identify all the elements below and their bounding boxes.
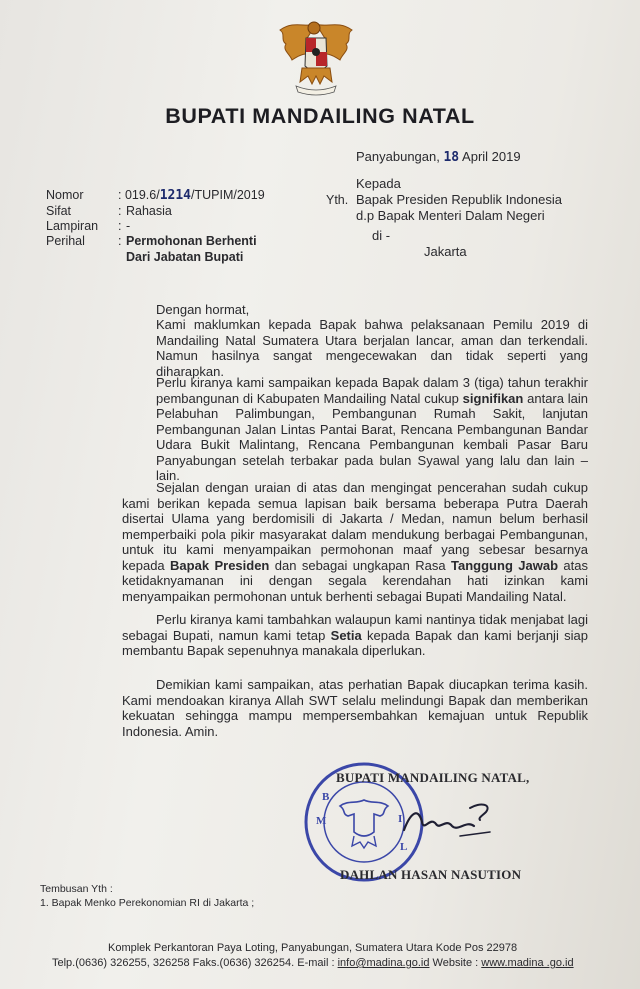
sifat-colon: : bbox=[118, 204, 122, 218]
recipient-kepada: Kepada bbox=[356, 176, 401, 191]
signatory-name: DAHLAN HASAN NASUTION bbox=[340, 867, 522, 882]
date-day-handwritten: 18 bbox=[443, 150, 460, 165]
paragraph-2-text-b: antara lain Pelabuhan Palimbungan, Pembangunan Rumah Sakit, lanjutan Pembangunan Jalan Lintas Pantai Barat, Rencana Pembangunan Bandar Udara Bukit Malintang, Rencana Pembangunan kembali Pasar Baru Panyabungan setelah terbakar pada bulan Syawal yang lalu dan lain – lain. bbox=[156, 390, 588, 483]
svg-text:M: M bbox=[316, 815, 327, 827]
tembusan-label: Tembusan Yth : bbox=[40, 883, 113, 895]
sifat-value: Rahasia bbox=[126, 204, 172, 218]
paragraph-4-text-a: Perlu kiranya kami tambahkan walaupun kami nantinya tidak menjabat lagi sebagai Bupati, namun kami tetap bbox=[122, 612, 588, 643]
handwritten-signature-icon bbox=[400, 796, 500, 842]
paragraph-3-text-a: Sejalan dengan uraian di atas dan mengingat pencerahan sudah cukup kami berikan kepada semua lapisan baik bersama beberapa Putra Daerah disertai Ulama yang berdomisili di Jakarta / Medan, namun belum berhasil memperbaiki pola pikir masyarakat dalam mendukung berbagai Pembangunan, untuk itu kami menyampaikan permohonan maaf yang sebesar besarnya kepada bbox=[122, 480, 588, 573]
date-prefix: Panyabungan, bbox=[356, 149, 440, 164]
lampiran-value: - bbox=[126, 219, 131, 233]
nomor-handwritten: 1214 bbox=[159, 188, 192, 203]
perihal-value bbox=[126, 233, 257, 265]
letterhead-title: BUPATI MANDAILING NATAL bbox=[165, 104, 475, 128]
recipient-line-2: d.p Bapak Menteri Dalam Negeri bbox=[356, 208, 545, 223]
paragraph-3-bold-b: Tanggung Jawab bbox=[451, 557, 559, 573]
paragraph-2 bbox=[156, 375, 588, 484]
recipient-line-1: Bapak Presiden Republik Indonesia bbox=[356, 192, 562, 207]
nomor-prefix: : 019.6/ bbox=[118, 188, 160, 202]
paragraph-5-text: Demikian kami sampaikan, atas perhatian Bapak diucapkan terima kasih. Kami mendoakan kiranya Allah SWT selalu melindungi Bapak dan memberikan kekuatan sehingga mampu mempersembahkan kemajuan untuk Republik Indonesia. Amin. bbox=[122, 677, 588, 739]
recipient-yth: Yth. bbox=[326, 193, 349, 207]
signature-position: BUPATI MANDAILING NATAL, bbox=[336, 770, 530, 785]
tembusan-block bbox=[40, 882, 254, 910]
letter-date bbox=[356, 149, 521, 165]
sifat-label: Sifat bbox=[46, 204, 72, 218]
nomor-suffix: /TUPIM/2019 bbox=[191, 188, 265, 202]
date-month-year: April 2019 bbox=[462, 149, 521, 164]
footer-address: Komplek Perkantoran Paya Loting, Panyabungan, Sumatera Utara Kode Pos 22978 bbox=[108, 942, 518, 954]
footer-website-label: Website : bbox=[432, 957, 479, 969]
svg-text:L: L bbox=[400, 841, 408, 853]
lampiran-label: Lampiran bbox=[46, 219, 99, 233]
footer-contact bbox=[52, 957, 574, 969]
salutation: Dengan hormat, bbox=[156, 302, 250, 317]
paragraph-3 bbox=[122, 480, 588, 604]
lampiran-colon: : bbox=[118, 219, 122, 233]
tembusan-item-1: 1. Bapak Menko Perekonomian RI di Jakarta ; bbox=[40, 897, 255, 909]
recipient-city: Jakarta bbox=[424, 244, 467, 259]
footer-email-link[interactable]: info@madina.go.id bbox=[337, 957, 430, 969]
perihal-colon: : bbox=[118, 234, 122, 248]
paragraph-3-text-c: atas ketidaknyamanan ini dengan segala kerendahan hati izinkan kami menyampaikan permohonan untuk berhenti sebagai Bupati Mandailing Natal. bbox=[122, 557, 588, 604]
perihal-label: Perihal bbox=[46, 234, 85, 248]
garuda-emblem-icon bbox=[270, 10, 362, 100]
footer-contact-prefix: Telp.(0636) 326255, 326258 Faks.(0636) 326254. E-mail : bbox=[52, 957, 335, 969]
paragraph-3-bold-a: Bapak Presiden bbox=[170, 557, 270, 573]
paragraph-1 bbox=[156, 317, 588, 379]
svg-text:B: B bbox=[322, 791, 330, 803]
perihal-line-1: Permohonan Berhenti bbox=[126, 234, 257, 248]
perihal-line-2: Dari Jabatan Bupati bbox=[126, 250, 244, 264]
nomor-value bbox=[118, 188, 265, 204]
paragraph-2-bold: signifikan bbox=[462, 390, 524, 406]
nomor-label: Nomor bbox=[46, 188, 84, 202]
recipient-block bbox=[356, 176, 562, 224]
recipient-di: di - bbox=[372, 228, 391, 243]
paragraph-4-bold: Setia bbox=[330, 627, 362, 643]
footer-website-link[interactable]: www.madina .go.id bbox=[481, 957, 574, 969]
paragraph-2-text-a: Perlu kiranya kami sampaikan kepada Bapak dalam 3 (tiga) tahun terakhir pembangunan di Kabupaten Mandailing Natal cukup bbox=[156, 375, 588, 406]
paragraph-3-text-b: dan sebagai ungkapan Rasa bbox=[269, 557, 452, 573]
paragraph-5 bbox=[122, 677, 588, 739]
svg-text:I: I bbox=[398, 813, 403, 825]
paragraph-4 bbox=[122, 612, 588, 659]
paragraph-1-text: Kami maklumkan kepada Bapak bahwa pelaksanaan Pemilu 2019 di Mandailing Natal Sumatera Utara berjalan lancar, aman dan terkendali. Namun hasilnya sangat mengecewakan dan tidak seperti yang diharapkan. bbox=[156, 317, 588, 379]
paragraph-4-text-b: kepada Bapak dan kami berjanji siap membantu Bapak sepenuhnya manakala diperlukan. bbox=[122, 627, 588, 658]
